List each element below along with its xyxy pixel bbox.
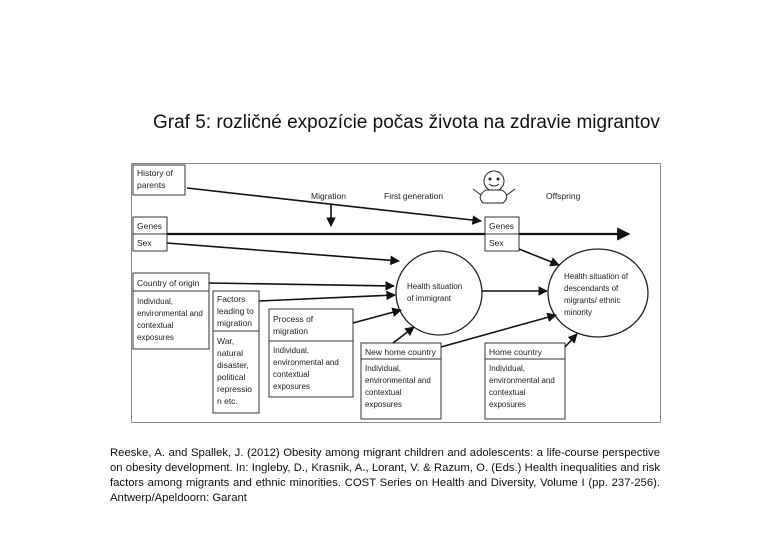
history-of-parents-box: [133, 165, 185, 195]
genes-sex-box: [133, 217, 167, 251]
offspring-label: Offspring: [546, 191, 581, 201]
factors-example-5: repressio: [217, 384, 252, 394]
factors-box: [213, 291, 259, 413]
process-exposure-line-3: contextual: [273, 370, 310, 379]
factors-example-4: political: [217, 372, 246, 382]
home-country-box: [485, 343, 565, 419]
process-line-2: migration: [273, 326, 308, 336]
health-immigrant-line-1: Health situation: [407, 282, 463, 291]
sex2-label: Sex: [489, 238, 504, 248]
factors-example-2: natural: [217, 348, 243, 358]
health-descendants-ellipse: [548, 249, 648, 337]
first-generation-label: First generation: [384, 191, 444, 201]
factors-example-3: disaster,: [217, 360, 249, 370]
factors-example-1: War,: [217, 336, 235, 346]
factors-example-6: n etc.: [217, 396, 238, 406]
process-exposure-line-2: environmental and: [273, 358, 339, 367]
health-descendants-line-3: migrants/ ethnic: [564, 296, 621, 305]
home-country-label: Home country: [489, 347, 542, 357]
home-exposure-line-3: contextual: [489, 388, 526, 397]
home-exposure-line-1: Individual,: [489, 364, 526, 373]
factors-line-3: migration: [217, 318, 252, 328]
health-descendants-line-1: Health situation of: [564, 272, 629, 281]
genes-label: Genes: [137, 221, 163, 231]
process-exposure-line-1: Individual,: [273, 346, 310, 355]
process-line-1: Process of: [273, 314, 314, 324]
country-of-origin-box: [133, 273, 209, 349]
home-exposure-line-2: environmental and: [489, 376, 555, 385]
factors-line-1: Factors: [217, 294, 246, 304]
origin-exposure-line-3: contextual: [137, 321, 174, 330]
new-home-exposure-line-3: contextual: [365, 388, 402, 397]
health-descendants-line-2: descendants of: [564, 284, 619, 293]
process-exposure-line-4: exposures: [273, 382, 310, 391]
history-line-1: History of: [137, 168, 173, 178]
genes2-label: Genes: [489, 221, 515, 231]
migration-label: Migration: [311, 191, 346, 201]
country-origin-label: Country of origin: [137, 278, 200, 288]
health-immigrant-line-2: of immigrant: [407, 294, 452, 303]
citation: Reeske, A. and Spallek, J. (2012) Obesity among migrant children and adolescents: a life-course perspective on obesity development. In: Ingleby, D., Krasnik, A., Lorant, V. & Razum, O. (Eds.) Health inequalities and risk factors among migrants and ethnic minorities. COST Series on Health and Diversity, Volume I (pp. 237-256). Antwerp/Apeldoorn: Garant: [110, 447, 660, 504]
slide-title: Graf 5: rozličné expozície počas života na zdravie migrantov: [153, 112, 660, 133]
origin-exposure-line-2: environmental and: [137, 309, 203, 318]
new-home-country-box: [361, 343, 441, 419]
new-home-exposure-line-1: Individual,: [365, 364, 402, 373]
history-line-2: parents: [137, 180, 166, 190]
health-descendants-line-4: minority: [564, 308, 593, 317]
offspring-genes-sex-box: [485, 217, 519, 251]
health-immigrant-ellipse: [396, 251, 482, 335]
origin-exposure-line-4: exposures: [137, 333, 174, 342]
life-course-diagram: [131, 163, 661, 423]
home-exposure-line-4: exposures: [489, 400, 526, 409]
new-home-exposure-line-4: exposures: [365, 400, 402, 409]
new-home-exposure-line-2: environmental and: [365, 376, 431, 385]
factors-line-2: leading to: [217, 306, 254, 316]
new-home-label: New home country: [365, 347, 436, 357]
origin-exposure-line-1: Individual,: [137, 297, 174, 306]
process-of-migration-box: [269, 309, 353, 397]
sex-label: Sex: [137, 238, 152, 248]
